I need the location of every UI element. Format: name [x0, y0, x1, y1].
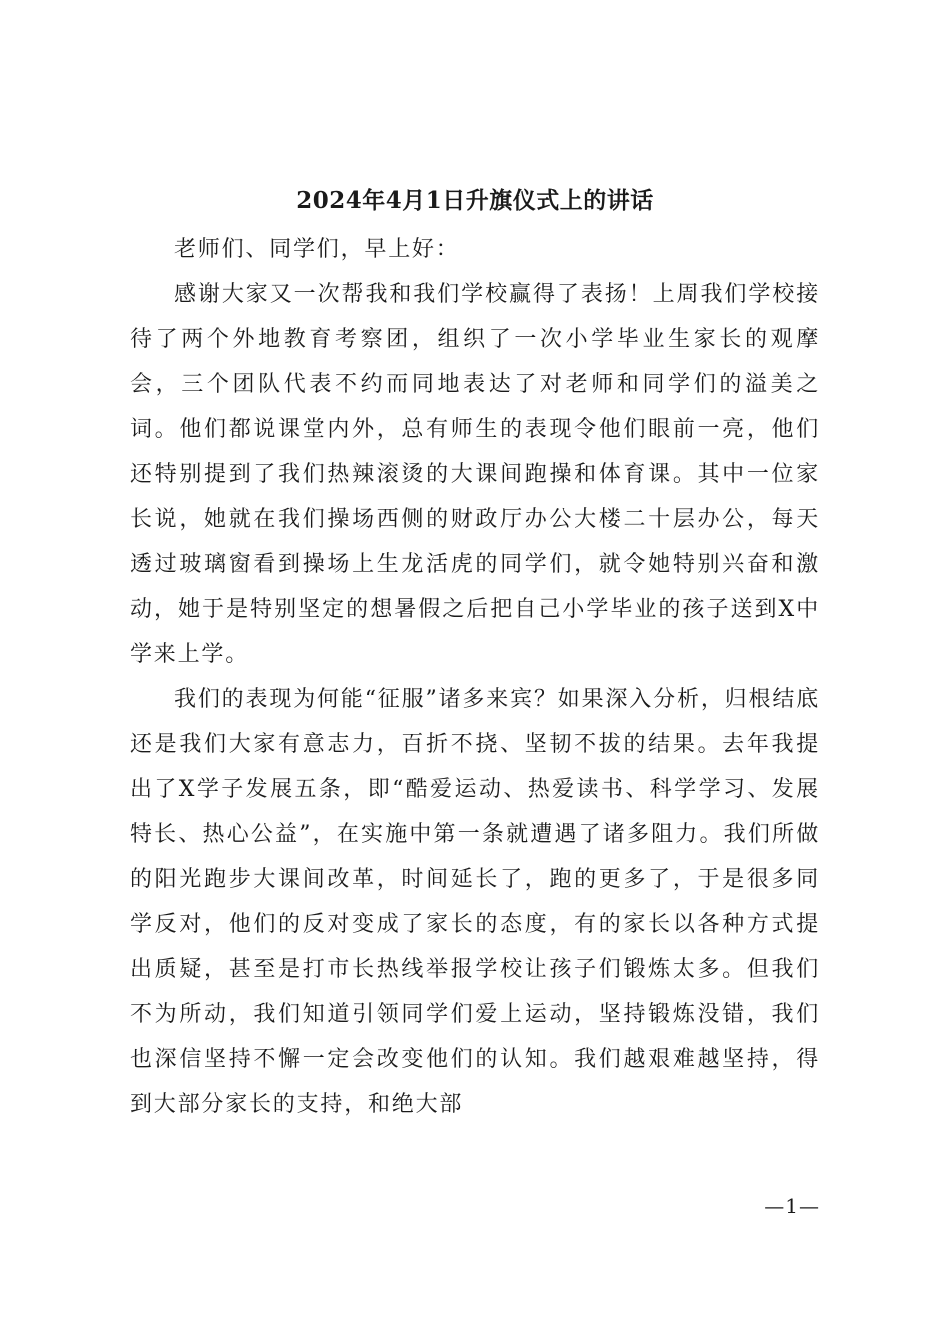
body-paragraph: 我们的表现为何能“征服”诸多来宾？如果深入分析，归根结底还是我们大家有意志力，百折不挠、坚韧不拔的结果。去年我提出了X学子发展五条，即“酷爱运动、热爱读书、科学学习、发展特长、热心公益”，在实施中第一条就遭遇了诸多阻力。我们所做的阳光跑步大课间改革，时间延长了，跑的更多了，于是很多同学反对，他们的反对变成了家长的态度，有的家长以各种方式提出质疑，甚至是打市长热线举报学校让孩子们锻炼太多。但我们不为所动，我们知道引领同学们爱上运动，坚持锻炼没错，我们也深信坚持不懈一定会改变他们的认知。我们越艰难越坚持，得到大部分家长的支持，和绝大部	[130, 687, 820, 1117]
document-title: 2024年4月1日升旗仪式上的讲话	[296, 187, 654, 214]
document-body	[130, 227, 820, 1127]
body-paragraph: 感谢大家又一次帮我和我们学校赢得了表扬！上周我们学校接待了两个外地教育考察团，组织了一次小学毕业生家长的观摩会，三个团队代表不约而同地表达了对老师和同学们的溢美之词。他们都说课堂内外，总有师生的表现令他们眼前一亮，他们还特别提到了我们热辣滚烫的大课间跑操和体育课。其中一位家长说，她就在我们操场西侧的财政厅办公大楼二十层办公，每天透过玻璃窗看到操场上生龙活虎的同学们，就令她特别兴奋和激动，她于是特别坚定的想暑假之后把自己小学毕业的孩子送到X中学来上学。	[130, 282, 820, 667]
page-number: —1—	[764, 1194, 820, 1218]
greeting-paragraph: 老师们、同学们，早上好：	[174, 237, 460, 262]
